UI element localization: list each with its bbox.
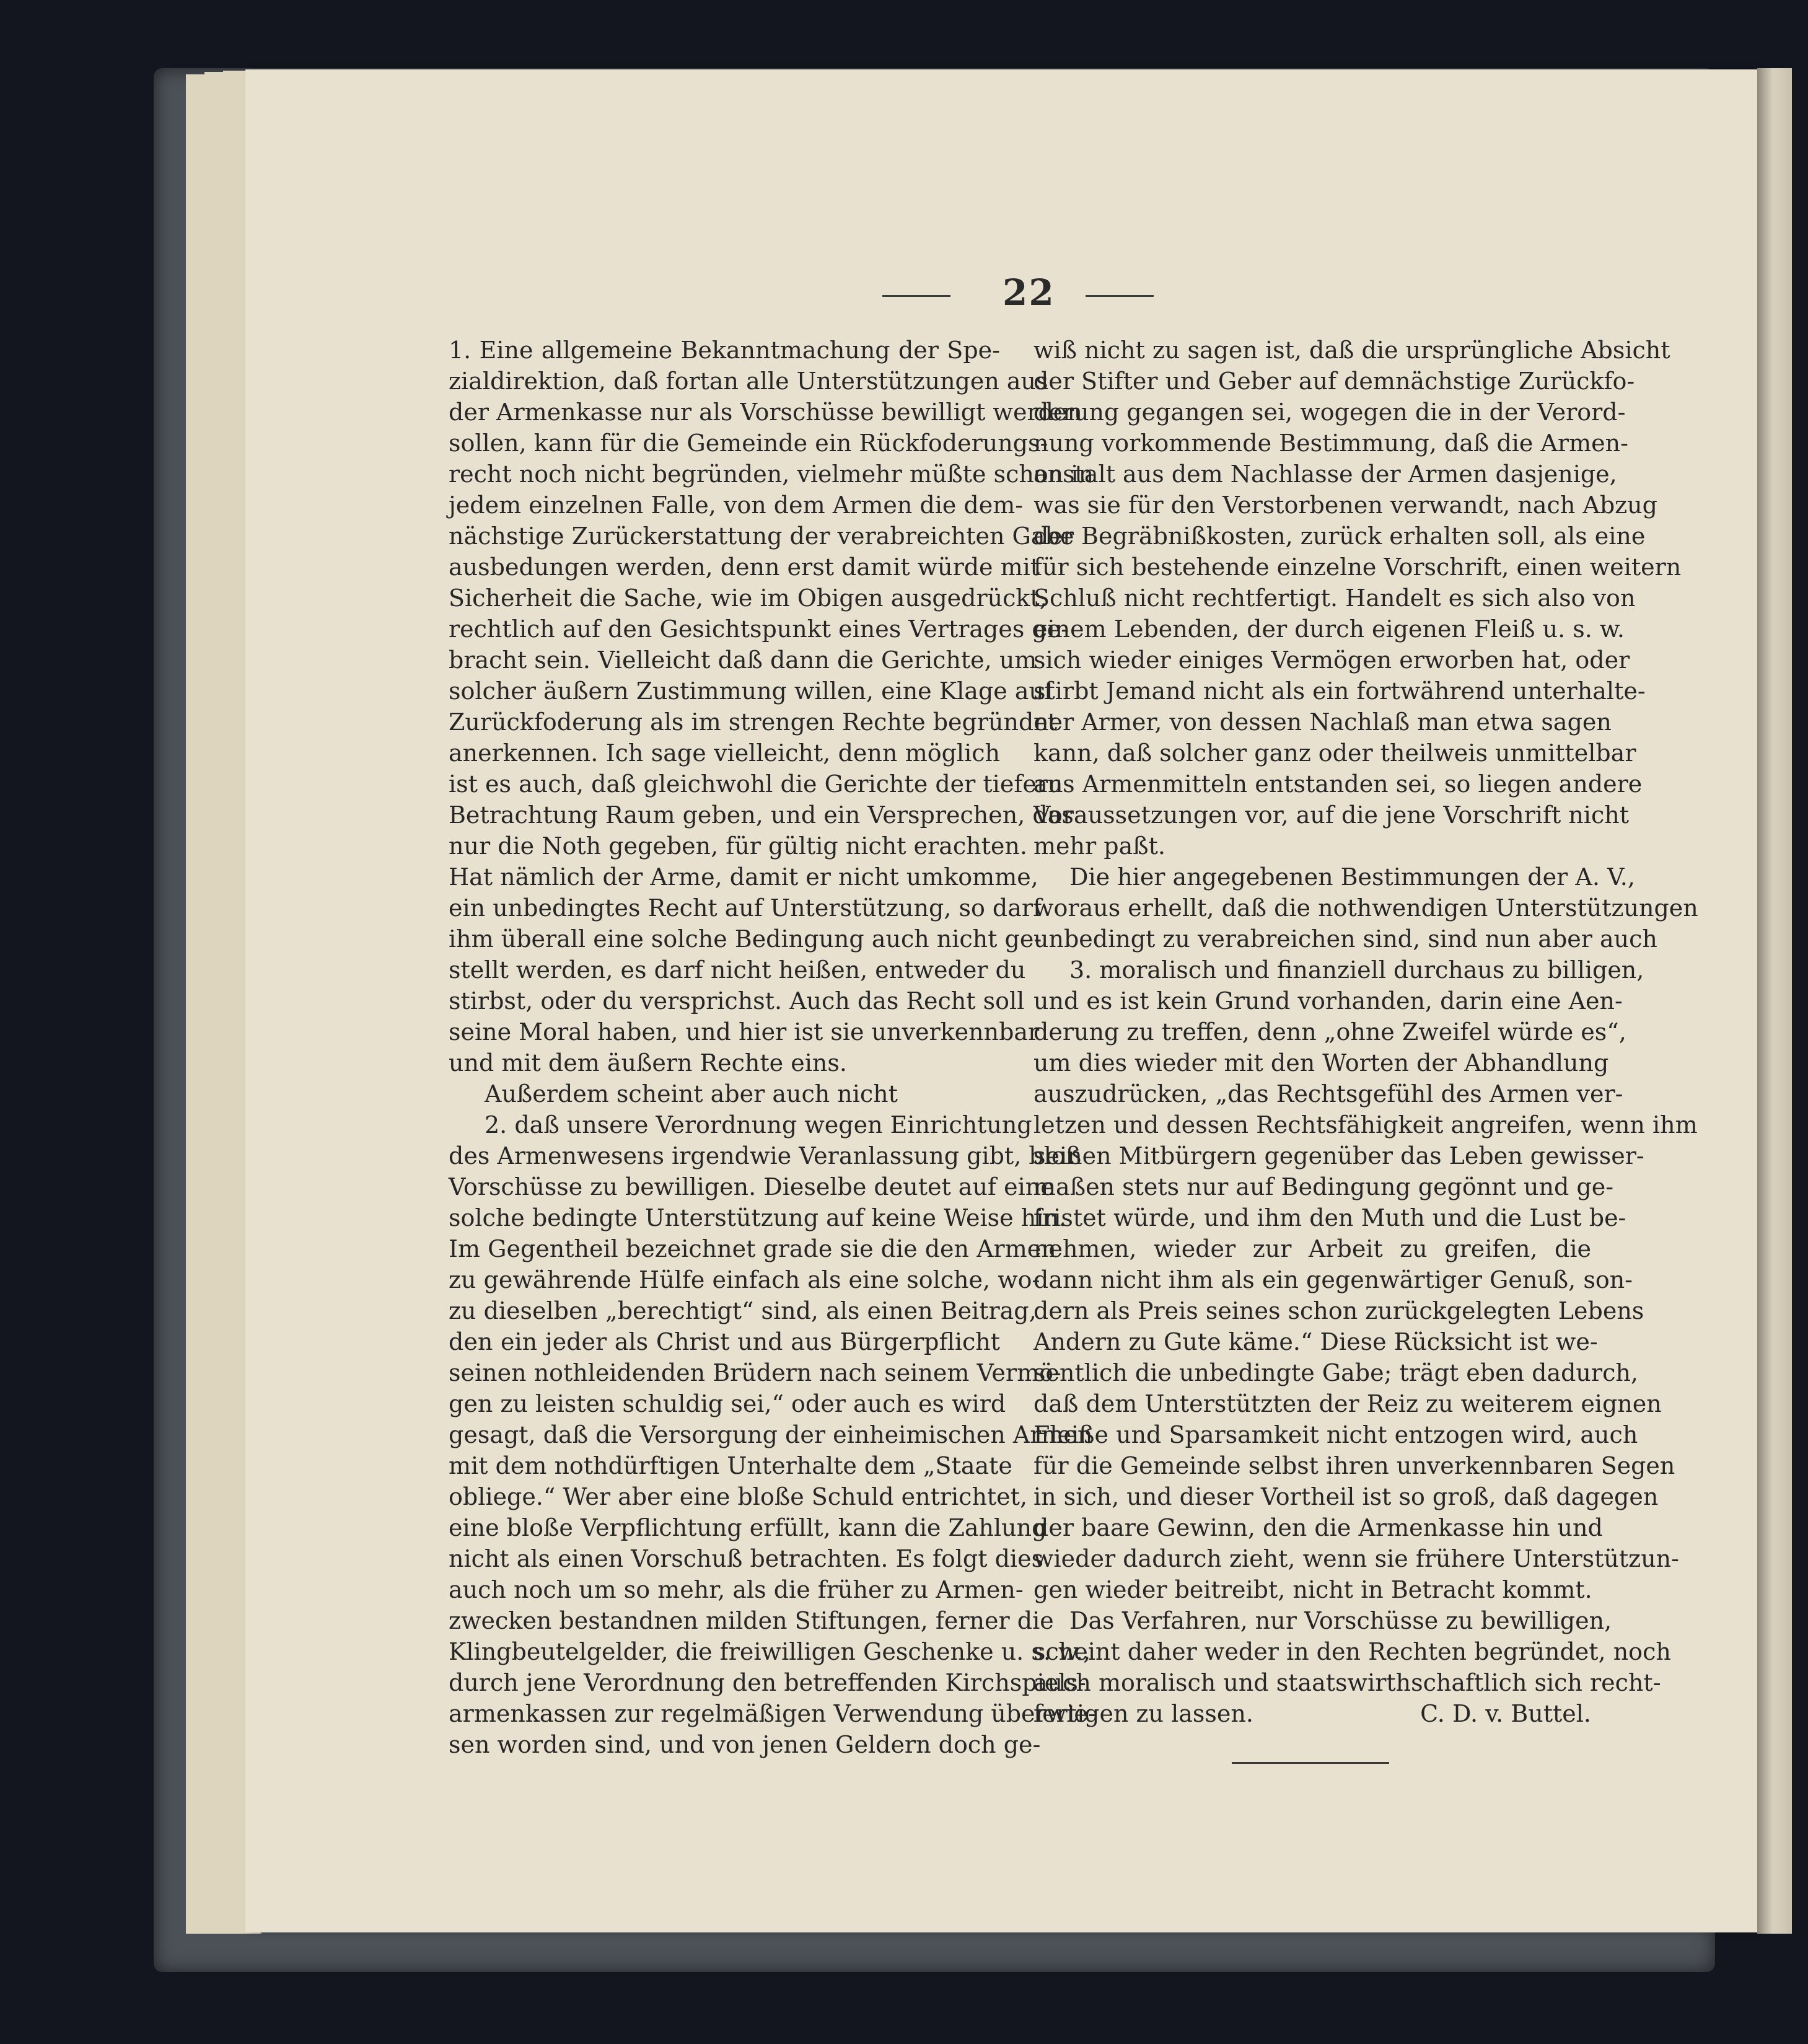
text-line: Andern zu Gute käme.“ Diese Rücksicht ist we- — [1033, 1328, 1598, 1355]
text-line: anstalt aus dem Nachlasse der Armen dasjenige, — [1033, 460, 1617, 488]
text-line: Klingbeutelgelder, die freiwilligen Geschenke u. s. w., — [449, 1638, 1091, 1665]
text-line: der Begräbnißkosten, zurück erhalten soll, als eine — [1033, 522, 1646, 550]
text-line: stellt werden, es darf nicht heißen, entweder du — [449, 956, 1026, 984]
text-line: sich wieder einiges Vermögen erworben hat, oder — [1033, 646, 1630, 674]
text-line: letzen und dessen Rechtsfähigkeit angreifen, wenn ihm — [1033, 1111, 1698, 1139]
text-line: für sich bestehende einzelne Vorschrift, einen weitern — [1033, 553, 1682, 581]
text-line: Das Verfahren, nur Vorschüsse zu bewilligen, — [1069, 1607, 1612, 1634]
text-line: jedem einzelnen Falle, von dem Armen die dem- — [449, 491, 1024, 519]
text-line: für die Gemeinde selbst ihren unverkennbaren Segen — [1033, 1452, 1675, 1479]
text-line: Schluß nicht rechtfertigt. Handelt es sich also von — [1033, 584, 1636, 612]
text-line: Die hier angegebenen Bestimmungen der A. V., — [1069, 863, 1635, 891]
text-line: zialdirektion, daß fortan alle Unterstützungen aus — [449, 368, 1048, 395]
text-line: gesagt, daß die Versorgung der einheimischen Armen — [449, 1421, 1093, 1448]
text-line: Fleiße und Sparsamkeit nicht entzogen wird, auch — [1033, 1421, 1638, 1448]
text-line: ist es auch, daß gleichwohl die Gerichte der tiefern — [449, 770, 1063, 798]
text-line: 3. moralisch und finanziell durchaus zu billigen, — [1069, 956, 1644, 984]
text-line: maßen stets nur auf Bedingung gegönnt und ge- — [1033, 1173, 1614, 1200]
author-signature: C. D. v. Buttel. — [1420, 1700, 1591, 1727]
text-line: wiß nicht zu sagen ist, daß die ursprüngliche Absicht — [1033, 337, 1670, 364]
text-line: aus Armenmitteln entstanden sei, so liegen andere — [1033, 770, 1643, 798]
text-line: armenkassen zur regelmäßigen Verwendung überwie- — [449, 1700, 1096, 1727]
right-column — [1033, 335, 1698, 1729]
text-line: Hat nämlich der Arme, damit er nicht umkomme, — [449, 863, 1038, 891]
end-rule — [1232, 1762, 1389, 1764]
text-line: seinen nothleidenden Brüdern nach seinem Vermö- — [449, 1359, 1061, 1386]
text-line: derung zu treffen, denn „ohne Zweifel würde es“, — [1033, 1018, 1626, 1046]
text-line: ihm überall eine solche Bedingung auch nicht ge- — [449, 925, 1042, 953]
text-line: der baare Gewinn, den die Armenkasse hin und — [1033, 1514, 1603, 1541]
text-line: recht noch nicht begründen, vielmehr müßte schon in — [449, 460, 1094, 488]
text-line: sen worden sind, und von jenen Geldern doch ge- — [449, 1731, 1041, 1758]
text-line: seinen Mitbürgern gegenüber das Leben gewisser- — [1033, 1142, 1644, 1170]
text-line: Zurückfoderung als im strengen Rechte begründet — [449, 708, 1058, 736]
text-line: Vorschüsse zu bewilligen. Dieselbe deutet auf eine — [449, 1173, 1055, 1200]
text-line: sollen, kann für die Gemeinde ein Rückfoderungs- — [449, 430, 1048, 457]
text-line: zu dieselben „berechtigt“ sind, als einen Beitrag, — [449, 1297, 1037, 1324]
text-line: solche bedingte Unterstützung auf keine Weise hin. — [449, 1204, 1066, 1231]
text-line: stirbt Jemand nicht als ein fortwährend unterhalte- — [1033, 677, 1646, 705]
text-line: Im Gegentheil bezeichnet grade sie die den Armen — [449, 1235, 1056, 1262]
text-line: bracht sein. Vielleicht daß dann die Gerichte, um — [449, 646, 1037, 674]
text-line: nung vorkommende Bestimmung, daß die Armen- — [1033, 430, 1628, 457]
text-line: sentlich die unbedingte Gabe; trägt eben dadurch, — [1033, 1359, 1638, 1386]
text-line: Sicherheit die Sache, wie im Obigen ausgedrückt, — [449, 584, 1047, 612]
text-line: zwecken bestandnen milden Stiftungen, ferner die — [449, 1607, 1054, 1634]
text-line: scheint daher weder in den Rechten begründet, noch — [1033, 1638, 1671, 1665]
header-rule-right — [1086, 295, 1154, 297]
text-line: daß dem Unterstützten der Reiz zu weiterem eignen — [1033, 1390, 1662, 1417]
page-number: 22 — [1003, 271, 1055, 314]
text-line: ausbedungen werden, denn erst damit würde mit — [449, 553, 1040, 581]
text-line: fristet würde, und ihm den Muth und die Lust be- — [1033, 1204, 1626, 1231]
text-line: dern als Preis seines schon zurückgelegten Lebens — [1033, 1297, 1644, 1324]
text-line: eine bloße Verpflichtung erfüllt, kann die Zahlung — [449, 1514, 1047, 1541]
text-line: nehmen, wieder zur Arbeit zu greifen, die — [1033, 1235, 1591, 1262]
text-line: 2. daß unsere Verordnung wegen Einrichtung — [485, 1111, 1032, 1139]
text-line: der Stifter und Geber auf demnächstige Zurückfo- — [1033, 368, 1635, 395]
text-line: was sie für den Verstorbenen verwandt, nach Abzug — [1033, 491, 1657, 519]
text-line: 1. Eine allgemeine Bekanntmachung der Spe- — [449, 337, 1000, 364]
text-line: ner Armer, von dessen Nachlaß man etwa sagen — [1033, 708, 1612, 736]
text-line: anerkennen. Ich sage vielleicht, denn möglich — [449, 739, 1000, 767]
text-line: mit dem nothdürftigen Unterhalte dem „Staate — [449, 1452, 1012, 1479]
text-line: gen zu leisten schuldig sei,“ oder auch es wird — [449, 1390, 1006, 1417]
text-line: derung gegangen sei, wogegen die in der Verord- — [1033, 399, 1626, 426]
text-line: Betrachtung Raum geben, und ein Versprechen, das — [449, 801, 1074, 829]
text-line: nur die Noth gegeben, für gültig nicht erachten. — [449, 832, 1027, 860]
text-line: um dies wieder mit den Worten der Abhandlung — [1033, 1049, 1609, 1077]
book-gutter — [1757, 68, 1792, 1934]
text-line: durch jene Verordnung den betreffenden Kirchspiels- — [449, 1669, 1086, 1696]
text-line: den ein jeder als Christ und aus Bürgerpflicht — [449, 1328, 1000, 1355]
text-line: des Armenwesens irgendwie Veranlassung gibt, bloß — [449, 1142, 1082, 1170]
text-line: unbedingt zu verabreichen sind, sind nun aber auch — [1033, 925, 1657, 953]
text-line: zu gewährende Hülfe einfach als eine solche, wo- — [449, 1266, 1040, 1293]
text-line: und mit dem äußern Rechte eins. — [449, 1049, 847, 1077]
text-line: einem Lebenden, der durch eigenen Fleiß u. s. w. — [1033, 615, 1625, 643]
text-line: Voraussetzungen vor, auf die jene Vorschrift nicht — [1033, 801, 1629, 829]
text-line: gen wieder beitreibt, nicht in Betracht kommt. — [1033, 1576, 1592, 1603]
text-line: obliege.“ Wer aber eine bloße Schuld entrichtet, — [449, 1483, 1028, 1510]
text-line: auch noch um so mehr, als die früher zu Armen- — [449, 1576, 1024, 1603]
text-line: stirbst, oder du versprichst. Auch das Recht soll — [449, 987, 1025, 1015]
text-line: der Armenkasse nur als Vorschüsse bewilligt werden — [449, 399, 1082, 426]
text-line: auch moralisch und staatswirthschaftlich sich recht- — [1033, 1669, 1661, 1696]
text-line: ein unbedingtes Recht auf Unterstützung, so darf — [449, 894, 1042, 922]
text-line: rechtlich auf den Gesichtspunkt eines Vertrages ge- — [449, 615, 1069, 643]
text-line: dann nicht ihm als ein gegenwärtiger Genuß, son- — [1033, 1266, 1633, 1293]
closing-line — [1033, 1698, 1591, 1729]
text-line: Außerdem scheint aber auch nicht — [485, 1080, 898, 1108]
text-line: mehr paßt. — [1033, 832, 1165, 860]
text-line: woraus erhellt, daß die nothwendigen Unterstützungen — [1033, 894, 1698, 922]
text-line: seine Moral haben, und hier ist sie unverkennbar — [449, 1018, 1040, 1046]
text-line: in sich, und dieser Vortheil ist so groß, daß dagegen — [1033, 1483, 1659, 1510]
text-line: auszudrücken, „das Rechtsgefühl des Armen ver- — [1033, 1080, 1623, 1108]
text-line: nächstige Zurückerstattung der verabreichten Gabe — [449, 522, 1074, 550]
text-line: wieder dadurch zieht, wenn sie frühere Unterstützun- — [1033, 1545, 1679, 1572]
left-column — [449, 335, 1096, 1760]
text-line: kann, daß solcher ganz oder theilweis unmittelbar — [1033, 739, 1636, 767]
text-line: nicht als einen Vorschuß betrachten. Es folgt dies — [449, 1545, 1044, 1572]
text-line: fertigen zu lassen. — [1033, 1700, 1253, 1727]
header-rule-left — [882, 295, 950, 297]
text-line: solcher äußern Zustimmung willen, eine Klage auf — [449, 677, 1053, 705]
text-line: und es ist kein Grund vorhanden, darin eine Aen- — [1033, 987, 1623, 1015]
